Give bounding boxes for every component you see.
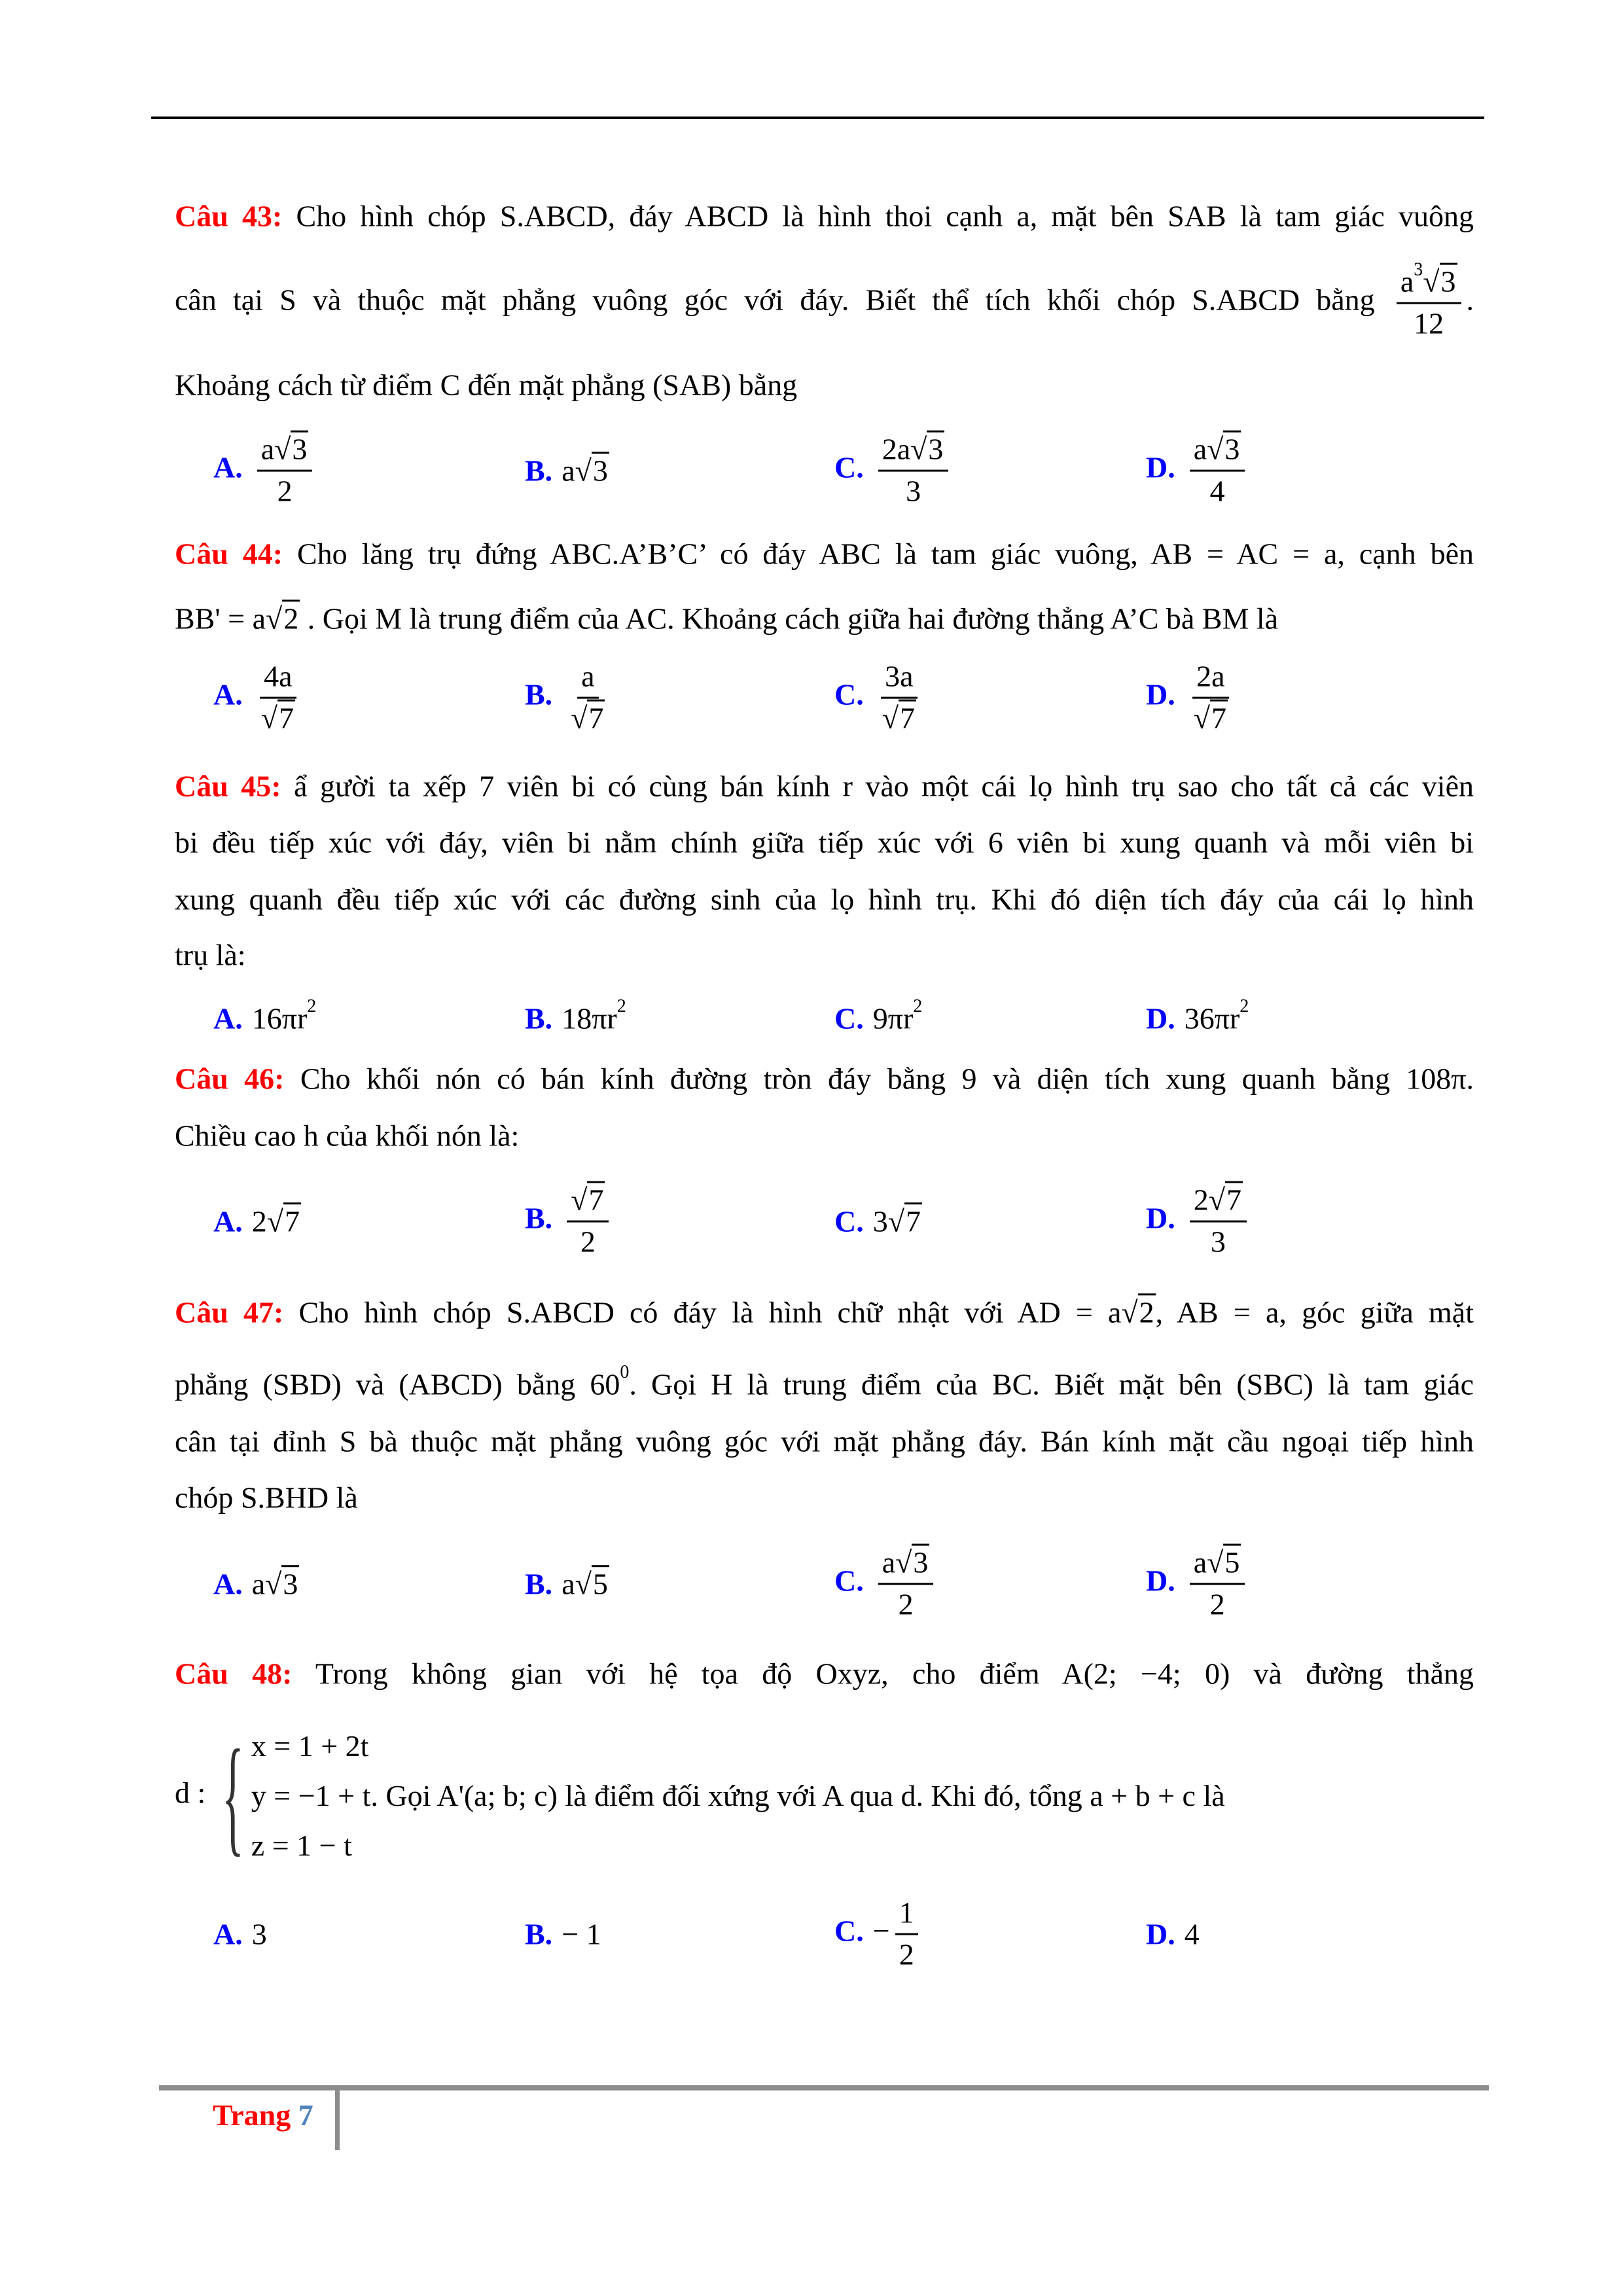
superscript: 2 (616, 996, 626, 1017)
footer-rule (159, 2085, 1489, 2090)
fraction (878, 433, 949, 509)
question-label: Câu 45: (175, 769, 281, 803)
square-root (571, 1181, 605, 1217)
superscript: 2 (913, 996, 923, 1017)
fraction (567, 1183, 609, 1260)
radicand: 3 (1440, 263, 1457, 298)
text-segment: xung quanh đều tiếp xúc với các đường sinh của lọ hình trụ. Khi đó diện tích đáy của cái lọ hình (175, 882, 1474, 916)
option-label: D. (1146, 450, 1175, 484)
denominator (1410, 304, 1448, 342)
question-line (175, 259, 1474, 342)
text-segment: a (1193, 432, 1207, 466)
radicand: 3 (912, 1544, 929, 1579)
equation-rows (251, 1721, 1225, 1871)
radical-sign-icon: √ (260, 701, 277, 735)
text-segment: . (1466, 283, 1474, 317)
option-label: A. (213, 1204, 243, 1238)
option-label: A. (213, 1917, 243, 1951)
radical-sign-icon: √ (882, 701, 899, 735)
answer-option[interactable] (213, 660, 304, 736)
radicand: 7 (1225, 1181, 1243, 1217)
text-segment: cân tại đỉnh S bà thuộc mặt phẳng vuông góc với mặt phẳng đáy. Bán kính mặt cầu ngoại tiếp hình (175, 1424, 1474, 1458)
option-label: C. (834, 1564, 864, 1598)
answer-option[interactable] (834, 996, 923, 1037)
text-segment: Khoảng cách từ điểm C đến mặt phẳng (SAB) bằng (175, 368, 798, 402)
question-label: Câu 46: (175, 1062, 285, 1096)
numerator (895, 1896, 918, 1935)
text-segment: 2 (1193, 1183, 1209, 1217)
question-line (175, 823, 1474, 861)
radicand: 7 (587, 1181, 605, 1217)
denominator (902, 472, 925, 509)
square-root (1207, 1544, 1241, 1579)
square-root (265, 1565, 299, 1600)
text-segment: 9πr (872, 1001, 914, 1035)
radical-sign-icon: √ (266, 1204, 283, 1238)
text-segment: 3a (885, 659, 914, 693)
square-root (1121, 1293, 1155, 1329)
radicand: 5 (1223, 1544, 1241, 1579)
radical-sign-icon: √ (1207, 432, 1224, 466)
superscript: 3 (1414, 259, 1423, 280)
text-segment: a (260, 432, 275, 466)
square-root (1207, 431, 1241, 466)
square-root (882, 700, 916, 735)
answer-option[interactable] (213, 433, 317, 509)
equation-row (251, 1771, 1225, 1821)
text-segment: Cho lăng trụ đứng ABC.A’B’C’ có đáy ABC là tam giác vuông, AB = AC = a, cạnh bên (296, 537, 1474, 571)
question-line (175, 197, 1474, 235)
question-label: Câu 47: (175, 1295, 284, 1329)
fraction (257, 660, 299, 736)
answer-option[interactable] (834, 1896, 923, 1973)
question-line (175, 1060, 1474, 1098)
radical-sign-icon: √ (887, 1204, 904, 1238)
radicand: 7 (277, 700, 295, 735)
answer-option[interactable] (1146, 1546, 1250, 1623)
fraction (878, 660, 920, 736)
text-segment: trụ là: (175, 938, 246, 972)
fraction (895, 1896, 918, 1973)
radicand: 3 (281, 1565, 299, 1600)
radicand: 3 (592, 452, 609, 487)
text-segment: x = 1 + 2t (251, 1729, 369, 1763)
question-line (175, 1117, 1474, 1155)
radicand: 2 (282, 600, 300, 635)
answer-option[interactable] (525, 1915, 601, 1953)
text-segment: 2 (898, 1587, 914, 1621)
text-segment: phẳng (SBD) và (ABCD) bằng 60 (175, 1367, 620, 1401)
option-label: D. (1146, 677, 1175, 711)
text-segment: 12 (1414, 306, 1444, 340)
radical-sign-icon: √ (571, 1183, 588, 1217)
denominator (1206, 472, 1229, 509)
denominator (1206, 1585, 1229, 1623)
text-segment: 2a (1196, 659, 1225, 693)
question-line (175, 1479, 1474, 1516)
option-label: A. (213, 450, 243, 484)
numerator (260, 660, 296, 699)
answer-option[interactable] (525, 996, 626, 1037)
answer-option[interactable] (213, 1915, 267, 1953)
square-root (910, 431, 944, 466)
text-segment: − 1 (562, 1917, 601, 1951)
text-segment: 3 (1210, 1225, 1226, 1259)
radicand: 7 (899, 700, 916, 735)
option-label: B. (525, 1567, 553, 1601)
fraction (878, 1546, 934, 1623)
page-label: Trang (213, 2098, 298, 2132)
text-segment: 18πr (562, 1001, 617, 1035)
text-segment: a (1193, 1545, 1207, 1579)
option-label: C. (834, 677, 864, 711)
text-segment: cân tại S và thuộc mặt phẳng vuông góc với đáy. Biết thể tích khối chóp S.ABCD bằng (175, 283, 1391, 317)
fraction (1190, 1546, 1245, 1623)
radicand: 3 (927, 431, 944, 466)
square-root (266, 600, 300, 635)
text-segment: 4 (1184, 1917, 1200, 1951)
text-segment: a (1400, 264, 1414, 298)
answer-option[interactable] (525, 452, 609, 490)
text-segment: 4a (264, 659, 293, 693)
equation-system (213, 1721, 1225, 1871)
question-line (175, 880, 1474, 918)
text-segment: 3 (872, 1204, 888, 1238)
text-segment: z = 1 − t (251, 1828, 352, 1862)
option-label: D. (1146, 1917, 1175, 1951)
radicand: 3 (1223, 431, 1241, 466)
option-label: C. (834, 450, 864, 484)
radical-sign-icon: √ (575, 454, 592, 488)
superscript: 2 (307, 996, 317, 1017)
superscript: 2 (1240, 996, 1249, 1017)
option-label: B. (525, 1201, 553, 1235)
question-line (175, 366, 1474, 404)
option-label: B. (525, 454, 553, 488)
text-segment: . Gọi A'(a; b; c) là điểm đối xứng với A qua d. Khi đó, tổng a + b + c là (370, 1779, 1225, 1813)
radical-sign-icon: √ (575, 1567, 592, 1601)
footer-divider (335, 2088, 340, 2150)
superscript: 0 (620, 1362, 630, 1383)
radicand: 2 (1138, 1293, 1156, 1329)
option-label: C. (834, 1001, 864, 1035)
question-line (175, 1362, 1474, 1403)
question-line (175, 936, 1474, 974)
radical-sign-icon: √ (1121, 1295, 1138, 1329)
radicand: 3 (291, 431, 308, 466)
text-segment: Cho khối nón có bán kính đường tròn đáy bằng 9 và diện tích xung quanh bằng 108π. (300, 1062, 1474, 1096)
numerator (878, 1546, 934, 1585)
radical-sign-icon: √ (1423, 264, 1440, 298)
radicand: 7 (1210, 700, 1228, 735)
fraction (1190, 433, 1245, 509)
question-label: Câu 44: (175, 537, 283, 571)
question-label: Câu 48: (175, 1657, 293, 1691)
text-segment: y = −1 + t (251, 1779, 371, 1813)
square-root (1209, 1181, 1243, 1217)
text-segment: 16πr (251, 1001, 308, 1035)
square-root (274, 431, 308, 466)
square-root (575, 452, 609, 487)
radicand: 7 (283, 1202, 301, 1238)
radical-sign-icon: √ (1207, 1545, 1224, 1579)
option-label: B. (525, 1001, 553, 1035)
answer-option[interactable] (1146, 996, 1249, 1037)
text-segment: Trong không gian với hệ tọa độ Oxyz, cho điểm A(2; −4; 0) và đường thẳng (315, 1657, 1474, 1691)
text-segment: Cho hình chóp S.ABCD, đáy ABCD là hình thoi cạnh a, mặt bên SAB là tam giác vuông (296, 199, 1474, 233)
question-label: Câu 43: (175, 199, 283, 233)
text-segment: Chiều cao h của khối nón là: (175, 1119, 520, 1153)
text-segment: a (251, 1567, 266, 1601)
answer-option[interactable] (1146, 1183, 1252, 1260)
denominator (895, 1585, 918, 1623)
text-segment: 2a (882, 432, 911, 466)
question-line (175, 1655, 1474, 1693)
radicand: 7 (587, 700, 605, 735)
text-segment: 3 (251, 1917, 267, 1951)
option-label: A. (213, 1001, 243, 1035)
numerator (1192, 660, 1228, 699)
text-segment: 2 (580, 1225, 596, 1259)
numerator (1190, 433, 1245, 472)
denominator (257, 699, 299, 736)
fraction (1190, 1183, 1247, 1260)
numerator (878, 433, 949, 472)
square-root (1423, 263, 1457, 298)
text-segment: chóp S.BHD là (175, 1480, 358, 1515)
answer-option[interactable] (834, 660, 925, 736)
answer-option[interactable] (213, 996, 317, 1037)
left-brace-icon: { (221, 1723, 244, 1868)
square-root (895, 1544, 929, 1579)
denominator (577, 1223, 599, 1260)
option-label: D. (1146, 1564, 1175, 1598)
text-segment: 2 (1209, 1587, 1225, 1621)
square-root (888, 1202, 922, 1238)
fraction (257, 433, 313, 509)
numerator (1190, 1183, 1247, 1223)
question-line (175, 1422, 1474, 1460)
text-segment: 2 (899, 1937, 914, 1971)
numerator (567, 1183, 609, 1223)
fraction (567, 660, 609, 736)
text-segment: 3 (906, 474, 921, 508)
text-segment: a (882, 1545, 896, 1579)
radical-sign-icon: √ (1193, 701, 1210, 735)
numerator (1397, 259, 1461, 304)
option-label: C. (834, 1914, 864, 1948)
text-segment: bi đều tiếp xúc với đáy, viên bi nằm chính giữa tiếp xúc với 6 viên bi xung quanh và mỗi viên bi (175, 825, 1474, 859)
equation-row (251, 1721, 1225, 1771)
text-segment: a (581, 659, 595, 693)
text-segment: 36πr (1184, 1001, 1240, 1035)
square-root (261, 700, 295, 735)
text-segment: − (872, 1914, 890, 1948)
radicand: 5 (592, 1565, 609, 1600)
option-label: D. (1146, 1201, 1175, 1235)
denominator (878, 699, 920, 736)
answer-option[interactable] (1146, 1915, 1200, 1953)
fraction (1190, 660, 1232, 736)
answer-option[interactable] (525, 660, 614, 736)
answer-option[interactable] (834, 1202, 922, 1240)
question-line (175, 535, 1474, 573)
option-label: B. (525, 1917, 553, 1951)
page-footer (213, 2098, 313, 2132)
radical-sign-icon: √ (266, 601, 283, 636)
denominator (895, 1935, 918, 1973)
question-line (175, 767, 1474, 805)
radical-sign-icon: √ (274, 432, 291, 466)
answer-option[interactable] (834, 433, 954, 509)
denominator (1207, 1223, 1230, 1260)
answer-option[interactable] (525, 1565, 609, 1603)
numerator (577, 660, 598, 699)
numerator (1190, 1546, 1245, 1585)
option-label: B. (525, 677, 553, 711)
radical-sign-icon: √ (1208, 1183, 1225, 1217)
text-segment: BB' = a (175, 601, 266, 636)
question-line (175, 600, 1474, 637)
answer-option[interactable] (213, 1202, 301, 1240)
page-number: 7 (298, 2098, 313, 2132)
text-segment: ẩ gười ta xếp 7 viên bi có cùng bán kính r vào một cái lọ hình trụ sao cho tất cả các viên (294, 769, 1474, 803)
denominator (1190, 699, 1232, 736)
radical-sign-icon: √ (895, 1545, 912, 1579)
denominator (567, 699, 609, 736)
radical-sign-icon: √ (571, 701, 588, 735)
option-label: C. (834, 1204, 864, 1238)
numerator (881, 660, 917, 699)
equation-row (251, 1821, 1225, 1871)
square-root (267, 1202, 301, 1238)
text-segment: a (562, 454, 575, 488)
option-label: D. (1146, 1001, 1175, 1035)
text-segment: . Gọi M là trung điểm của AC. Khoảng cách giữa hai đường thẳng A’C bà BM là (300, 601, 1279, 636)
fraction (1397, 259, 1461, 342)
text-segment: Cho hình chóp S.ABCD có đáy là hình chữ nhật với AD = a (298, 1295, 1122, 1329)
text-segment: 2 (277, 474, 293, 508)
text-segment: 1 (899, 1895, 914, 1929)
question-line (175, 1293, 1474, 1331)
square-root (575, 1565, 609, 1600)
answer-option[interactable] (834, 1546, 938, 1623)
answer-option[interactable] (213, 1565, 299, 1603)
square-root (1194, 700, 1228, 735)
text-segment: a (562, 1567, 575, 1601)
square-root (571, 700, 605, 735)
text-segment: , AB = a, góc giữa mặt (1155, 1295, 1474, 1329)
text-segment: . Gọi H là trung điểm của BC. Biết mặt bên (SBC) là tam giác (629, 1367, 1474, 1401)
radicand: 7 (904, 1202, 922, 1238)
question-line (175, 1721, 1474, 1871)
option-label: A. (213, 677, 243, 711)
text-segment: 2 (251, 1204, 267, 1238)
radical-sign-icon: √ (265, 1567, 282, 1601)
answer-option[interactable] (1146, 660, 1237, 736)
text-segment: d : (175, 1776, 213, 1810)
numerator (257, 433, 313, 472)
answer-option[interactable] (1146, 433, 1250, 509)
text-segment: 4 (1209, 474, 1225, 508)
header-rule (151, 117, 1484, 119)
radical-sign-icon: √ (910, 432, 927, 466)
option-label: A. (213, 1567, 243, 1601)
answer-option[interactable] (525, 1183, 614, 1260)
denominator (274, 472, 296, 509)
